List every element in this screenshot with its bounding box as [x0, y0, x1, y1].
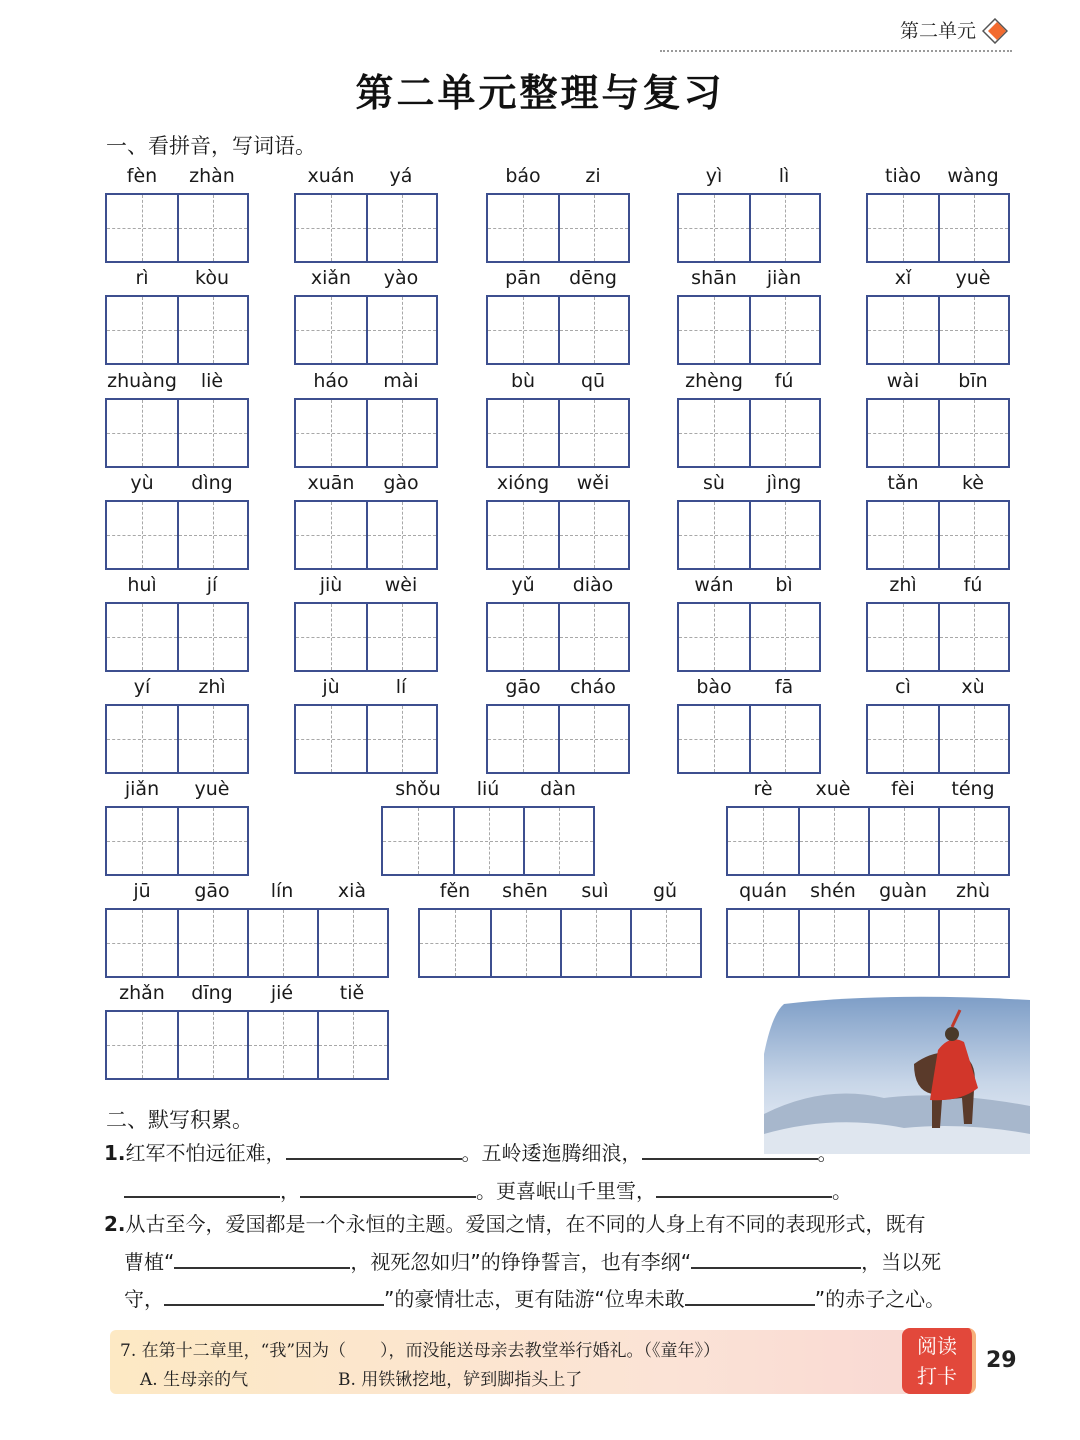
writing-cell[interactable]	[366, 297, 436, 363]
pinyin-label: háo	[313, 370, 349, 392]
q2-line2	[124, 1243, 941, 1280]
q1-text-1: 红军不怕远征难，	[125, 1141, 286, 1165]
character-grid	[486, 602, 630, 672]
header-divider	[660, 50, 1012, 52]
writing-cell[interactable]	[177, 808, 247, 874]
character-grid	[418, 908, 702, 978]
pinyin-label: pān	[505, 267, 541, 289]
writing-cell[interactable]	[679, 400, 749, 466]
writing-cell[interactable]	[938, 706, 1008, 772]
pinyin-label: fèn	[126, 165, 158, 187]
character-grid	[105, 602, 249, 672]
page-number: 29	[986, 1348, 1017, 1373]
option-b[interactable]: B. 用铁锹挖地，铲到脚指头上了	[338, 1370, 583, 1390]
pinyin-label: gǔ	[652, 880, 678, 902]
pinyin-label: gào	[383, 472, 419, 494]
writing-cell[interactable]	[938, 502, 1008, 568]
writing-cell[interactable]	[558, 400, 628, 466]
writing-cell[interactable]	[366, 195, 436, 261]
pinyin-label: cì	[895, 676, 911, 698]
writing-cell[interactable]	[177, 604, 247, 670]
pinyin-label: wàng	[947, 165, 999, 187]
pinyin-label: yào	[383, 267, 419, 289]
pinyin-label: xuān	[307, 472, 355, 494]
pinyin-label: jū	[133, 880, 151, 902]
pinyin-label: fú	[774, 370, 794, 392]
q1-text-3: 。	[817, 1141, 838, 1165]
diamond-icon	[982, 18, 1008, 44]
pinyin-label: zhèng	[685, 370, 743, 392]
section-heading-pinyin: 一、看拼音，写词语。	[106, 134, 316, 158]
pinyin-label: tiě	[339, 982, 365, 1004]
writing-cell[interactable]	[679, 297, 749, 363]
option-a[interactable]: A. 生母亲的气	[140, 1370, 249, 1390]
character-grid	[677, 704, 821, 774]
writing-cell[interactable]	[107, 808, 177, 874]
writing-cell[interactable]	[558, 297, 628, 363]
writing-cell[interactable]	[558, 502, 628, 568]
character-grid	[486, 398, 630, 468]
pinyin-label: xióng	[496, 472, 550, 494]
q1-number: 1.	[104, 1141, 126, 1165]
writing-cell[interactable]	[107, 1012, 177, 1078]
pinyin-label: fèi	[891, 778, 915, 800]
pinyin-label: bù	[510, 370, 536, 392]
writing-cell[interactable]	[868, 706, 938, 772]
character-grid	[866, 704, 1010, 774]
pinyin-label: quán	[739, 880, 787, 902]
writing-cell[interactable]	[490, 910, 560, 976]
writing-cell[interactable]	[749, 604, 819, 670]
pinyin-label: yuè	[194, 778, 230, 800]
writing-cell[interactable]	[868, 400, 938, 466]
character-grid	[677, 398, 821, 468]
writing-cell[interactable]	[488, 604, 558, 670]
character-grid	[105, 908, 389, 978]
writing-cell[interactable]	[728, 808, 798, 874]
writing-cell[interactable]	[177, 195, 247, 261]
writing-cell[interactable]	[749, 502, 819, 568]
character-grid	[105, 398, 249, 468]
writing-cell[interactable]	[107, 195, 177, 261]
pinyin-label: xǐ	[894, 267, 912, 289]
pinyin-label: xiǎn	[310, 267, 352, 289]
pinyin-label: shān	[691, 267, 737, 289]
writing-cell[interactable]	[177, 910, 247, 976]
q1-blank-4[interactable]	[300, 1172, 476, 1198]
character-grid	[486, 295, 630, 365]
character-grid	[486, 500, 630, 570]
character-grid	[726, 806, 1010, 876]
pinyin-label: jìng	[766, 472, 802, 494]
writing-cell[interactable]	[366, 502, 436, 568]
reading-question: 7. 在第十二章里，“我”因为（ ），而没能送母亲去教堂举行婚礼。（《童年》）	[120, 1341, 721, 1361]
pinyin-label: yá	[389, 165, 413, 187]
writing-cell[interactable]	[107, 297, 177, 363]
pinyin-label: xuán	[307, 165, 355, 187]
pinyin-label: yǔ	[511, 574, 535, 596]
pinyin-label: zhì	[198, 676, 226, 698]
q2-text-4: ，当以死	[861, 1250, 942, 1274]
pinyin-label: téng	[951, 778, 995, 800]
character-grid	[726, 908, 1010, 978]
writing-cell[interactable]	[749, 706, 819, 772]
pinyin-label: shén	[810, 880, 856, 902]
pinyin-label: rì	[135, 267, 149, 289]
q2-text-1: 从古至今，爱国都是一个永恒的主题。爱国之情，在不同的人身上有不同的表现形式，既有	[125, 1212, 926, 1236]
pinyin-label: zhù	[955, 880, 991, 902]
pinyin-label: liú	[476, 778, 500, 800]
pinyin-label: bào	[696, 676, 732, 698]
writing-cell[interactable]	[558, 706, 628, 772]
pinyin-label: fěn	[439, 880, 471, 902]
pinyin-label: dìng	[191, 472, 233, 494]
pinyin-label: kè	[961, 472, 984, 494]
q2-text-6: ”的豪情壮志，更有陆游“位卑未敢	[384, 1287, 685, 1311]
pinyin-label: jí	[206, 574, 218, 596]
writing-cell[interactable]	[366, 400, 436, 466]
q1-blank-3[interactable]	[124, 1172, 280, 1198]
pinyin-label: fā	[774, 676, 794, 698]
writing-cell[interactable]	[558, 604, 628, 670]
character-grid	[677, 500, 821, 570]
writing-cell[interactable]	[107, 400, 177, 466]
writing-cell[interactable]	[938, 604, 1008, 670]
writing-cell[interactable]	[523, 808, 593, 874]
character-grid	[677, 295, 821, 365]
character-grid	[866, 398, 1010, 468]
writing-cell[interactable]	[938, 910, 1008, 976]
writing-cell[interactable]	[560, 910, 630, 976]
pinyin-label: tǎn	[887, 472, 919, 494]
pinyin-label: lín	[270, 880, 294, 902]
pinyin-label: zhì	[889, 574, 917, 596]
writing-cell[interactable]	[177, 502, 247, 568]
character-grid	[381, 806, 595, 876]
writing-cell[interactable]	[868, 502, 938, 568]
pinyin-label: wán	[694, 574, 734, 596]
pinyin-label: fú	[963, 574, 983, 596]
q2-blank-2[interactable]	[691, 1243, 861, 1269]
q2-text-7: ”的赤子之心。	[814, 1287, 946, 1311]
pinyin-label: zhǎn	[119, 982, 165, 1004]
writing-cell[interactable]	[366, 604, 436, 670]
character-grid	[294, 602, 438, 672]
q1-text-2: 。五岭逶迤腾细浪，	[461, 1141, 642, 1165]
writing-cell[interactable]	[868, 195, 938, 261]
q2-line1	[104, 1206, 926, 1242]
pinyin-label: yuè	[955, 267, 991, 289]
badge-line-2: 打卡	[917, 1364, 957, 1388]
pinyin-label: dàn	[540, 778, 576, 800]
writing-cell[interactable]	[488, 195, 558, 261]
writing-cell[interactable]	[296, 400, 366, 466]
writing-cell[interactable]	[296, 297, 366, 363]
writing-cell[interactable]	[728, 910, 798, 976]
pinyin-label: jiǎn	[124, 778, 160, 800]
character-grid	[677, 602, 821, 672]
pinyin-label: jù	[322, 676, 340, 698]
writing-cell[interactable]	[488, 400, 558, 466]
writing-cell[interactable]	[296, 502, 366, 568]
writing-cell[interactable]	[868, 808, 938, 874]
writing-cell[interactable]	[488, 502, 558, 568]
writing-cell[interactable]	[107, 604, 177, 670]
pinyin-label: gāo	[194, 880, 230, 902]
pinyin-label: xià	[337, 880, 367, 902]
q1-text-5: 。更喜岷山千里雪，	[476, 1179, 656, 1203]
writing-cell[interactable]	[107, 706, 177, 772]
writing-cell[interactable]	[798, 910, 868, 976]
writing-cell[interactable]	[938, 808, 1008, 874]
q1-blank-2[interactable]	[642, 1134, 818, 1160]
pinyin-label: lí	[395, 676, 407, 698]
pinyin-label: shǒu	[395, 778, 441, 800]
pinyin-label: guàn	[879, 880, 927, 902]
q2-blank-4[interactable]	[685, 1280, 815, 1306]
pinyin-label: tiào	[885, 165, 921, 187]
writing-cell[interactable]	[868, 297, 938, 363]
character-grid	[105, 806, 249, 876]
pinyin-label: bīn	[958, 370, 988, 392]
writing-cell[interactable]	[749, 195, 819, 261]
writing-cell[interactable]	[177, 400, 247, 466]
pinyin-label: shēn	[502, 880, 548, 902]
writing-cell[interactable]	[107, 910, 177, 976]
character-grid	[105, 193, 249, 263]
q2-text-3: ，视死忽如归”的铮铮誓言，也有李纲“	[350, 1250, 692, 1274]
character-grid	[105, 704, 249, 774]
writing-cell[interactable]	[420, 910, 490, 976]
writing-cell[interactable]	[749, 400, 819, 466]
pinyin-label: wěi	[576, 472, 610, 494]
pinyin-label: liè	[200, 370, 224, 392]
character-grid	[294, 398, 438, 468]
pinyin-label: lì	[778, 165, 790, 187]
writing-cell[interactable]	[938, 297, 1008, 363]
pinyin-label: diào	[572, 574, 614, 596]
pinyin-label: dīng	[191, 982, 233, 1004]
writing-cell[interactable]	[679, 604, 749, 670]
character-grid	[486, 704, 630, 774]
pinyin-label: mài	[383, 370, 419, 392]
writing-cell[interactable]	[679, 706, 749, 772]
q2-blank-1[interactable]	[174, 1243, 350, 1269]
character-grid	[105, 1010, 389, 1080]
writing-cell[interactable]	[938, 400, 1008, 466]
q1-text-4: ，	[280, 1179, 300, 1203]
pinyin-label: huì	[127, 574, 157, 596]
character-grid	[105, 500, 249, 570]
soldier-on-horse-illustration	[764, 994, 1030, 1154]
writing-cell[interactable]	[296, 604, 366, 670]
writing-cell[interactable]	[488, 297, 558, 363]
pinyin-label: jié	[270, 982, 294, 1004]
pinyin-label: yì	[705, 165, 723, 187]
q1-text-6: 。	[832, 1179, 852, 1203]
writing-cell[interactable]	[938, 195, 1008, 261]
reading-checkin-badge	[902, 1328, 976, 1394]
pinyin-label: qū	[580, 370, 606, 392]
writing-cell[interactable]	[749, 297, 819, 363]
character-grid	[486, 193, 630, 263]
writing-cell[interactable]	[177, 706, 247, 772]
character-grid	[866, 193, 1010, 263]
writing-cell[interactable]	[366, 706, 436, 772]
writing-cell[interactable]	[317, 1012, 387, 1078]
writing-cell[interactable]	[383, 808, 453, 874]
character-grid	[294, 193, 438, 263]
pinyin-label: yí	[133, 676, 151, 698]
pinyin-label: xuè	[815, 778, 851, 800]
character-grid	[105, 295, 249, 365]
pinyin-label: gāo	[505, 676, 541, 698]
writing-cell[interactable]	[679, 195, 749, 261]
section-heading-dictation: 二、默写积累。	[106, 1108, 253, 1132]
pinyin-label: suì	[581, 880, 609, 902]
q1-line2	[124, 1172, 852, 1209]
character-grid	[677, 193, 821, 263]
pinyin-label: zi	[585, 165, 601, 187]
q2-text-5: 守，	[124, 1287, 164, 1311]
pinyin-label: cháo	[570, 676, 616, 698]
writing-cell[interactable]	[247, 1012, 317, 1078]
pinyin-label: báo	[505, 165, 541, 187]
writing-cell[interactable]	[177, 1012, 247, 1078]
badge-line-1: 阅读	[917, 1334, 957, 1358]
pinyin-label: wài	[886, 370, 920, 392]
q2-blank-3[interactable]	[164, 1280, 384, 1306]
writing-cell[interactable]	[296, 706, 366, 772]
writing-cell[interactable]	[868, 604, 938, 670]
pinyin-label: kòu	[195, 267, 229, 289]
writing-cell[interactable]	[488, 706, 558, 772]
writing-cell[interactable]	[177, 297, 247, 363]
writing-cell[interactable]	[247, 910, 317, 976]
pinyin-label: zhàn	[189, 165, 235, 187]
character-grid	[866, 602, 1010, 672]
writing-cell[interactable]	[798, 808, 868, 874]
writing-cell[interactable]	[679, 502, 749, 568]
pinyin-label: jiàn	[766, 267, 802, 289]
pinyin-label: rè	[753, 778, 773, 800]
writing-cell[interactable]	[630, 910, 700, 976]
character-grid	[866, 295, 1010, 365]
writing-cell[interactable]	[317, 910, 387, 976]
writing-cell[interactable]	[558, 195, 628, 261]
character-grid	[294, 295, 438, 365]
page-title: 第二单元整理与复习	[355, 70, 725, 115]
writing-cell[interactable]	[868, 910, 938, 976]
character-grid	[294, 704, 438, 774]
pinyin-label: bì	[775, 574, 793, 596]
writing-cell[interactable]	[296, 195, 366, 261]
pinyin-label: xù	[961, 676, 985, 698]
pinyin-label: sù	[703, 472, 725, 494]
character-grid	[294, 500, 438, 570]
q1-blank-1[interactable]	[286, 1134, 462, 1160]
writing-cell[interactable]	[107, 502, 177, 568]
pinyin-label: dēng	[569, 267, 617, 289]
pinyin-label: yù	[130, 472, 154, 494]
writing-cell[interactable]	[453, 808, 523, 874]
pinyin-label: jiù	[319, 574, 343, 596]
q1-blank-5[interactable]	[656, 1172, 832, 1198]
q2-text-2: 曹植“	[124, 1250, 175, 1274]
q1-line1	[104, 1134, 838, 1171]
pinyin-label: zhuàng	[107, 370, 177, 392]
q2-number: 2.	[104, 1212, 126, 1236]
pinyin-label: wèi	[384, 574, 418, 596]
character-grid	[866, 500, 1010, 570]
q2-line3	[124, 1280, 945, 1317]
header-unit-label: 第二单元	[899, 20, 976, 42]
